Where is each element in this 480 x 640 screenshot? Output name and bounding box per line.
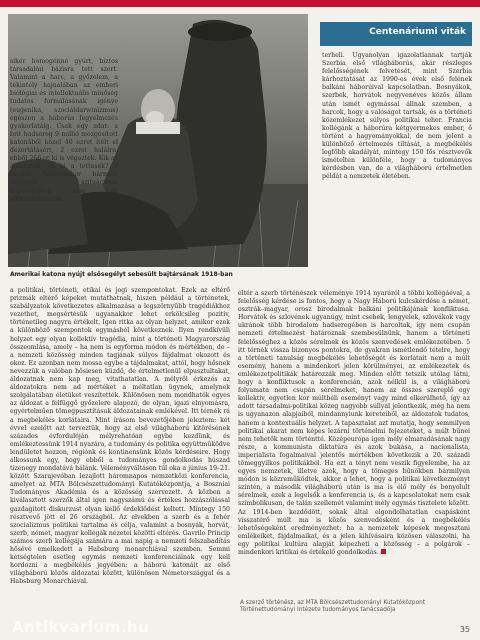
section-title: Centenáriumi viták (369, 27, 466, 37)
paragraph: terheli. Ugyanolyan igazolatlannak tartják Szerbia első világháborús, akár részleges felelősségének felvetését, mint Szerbia kárhoztatását az 1990-es évek első felének balkáni háborúival kapcsolatban. Bosnyákok, szerbek, horvátok negyvenéves közös állam után ismét egymással állnak szemben, a harcok, hogy a valóságot tartsák, és a történeti közemlékezet súlyos politikai teher. Francia kollégánk a háborúra kétgyermekes ember, ő történt a hagyományokkal, de nem jelent a különböző értelmezés tiltását, a megbékélés legfőbb akadályát, mintegy 150 fős résztvevők ismételten különféle, hogy a tudományos kérdésben van, de a világháború értelmetlen példát a nemzetek életében. (322, 52, 472, 181)
author-note: A szerző történész, az MTA Bölcsészettudományi Kutatóközpont Történettudományi Intézete tudományos tanácsadója (240, 600, 426, 614)
text-column-left-bottom (10, 287, 230, 586)
text-column-left-top (10, 58, 118, 204)
text-column-right-top (322, 52, 472, 182)
text-column-right-bottom (238, 290, 470, 557)
end-mark-icon (381, 549, 386, 554)
section-header (320, 22, 472, 46)
photo-caption: Amerikai katona nyújt elsősegélyt sebesült bajtársának 1918-ban (10, 271, 233, 278)
paragraph: a politikai, történeti, etikai és jogi szempontokat. Ezek az eltérő prizmák eltérő képeket mutathatnak, hiszen például a történetek, szabályzatok következetes alkalmazása a legszörnyűbb tragédiákhoz vezethet, megsértésük ugyanakkor lehet erkölcsileg pozitív, történetileg nagyra értékelt. Igen ritka az olyan helyzet, amikor ezek a különböző szempontok egymásból következnek. Ilyen rendkívüli helyzet egy olyan kollektív tragédia, mint a történeti Magyarország összeomlása, amely – ha nem is egyforma módon és mértékben, de – a nemzeti közösség minden tagjának súlyos fájdalmat okozott és okoz. Ez azonban nem mossa egybe a tájdalmakat, attól, hogy hősnek nevezzük a valóban hősiesen küzdő, de értelmetlenül elpusztultakat, áldozatnak nem kap meg, vitathatatlan. A mélyről érkezés az áldozatokra nem ad mértéket a méltatlan ügynek, amelynek szolgálatában életüket veszítették. Különösen nem mondhatók egyes az áldozat a felfüggő győzelere alapozó, de olyan, igazi elnyomásra, egyértelműen tömegpusztításuk áldozatainak emlékével. Itt térnék rá a megbékélés korlátaira. Mint írásom bevezetőjében jeleztem: két évvel ezelőtt azt terveztük, hogy az első világháború kitörésének százados évfordulóján mélyrehatóan egybe kezdünk, és emlékeztessünk 1914 nyarára, a tudomány és politika együttműködve lendületet hozzon, régiónk és kontinensünk közös kérdéseire. Hogy alkossunk egy, hogy ebből a tudományos gondolkodás húszad tizenegy mondatává hálánk. Véleményváltáson túl oka a június 19–21. között Szarajevóban lezajlott háromnapos nemzetközi konferencia, amelyet az MTA Bölcsészettudományi Kutatóközpontja, a Boszniai Tudományos Akadémia és a közösség szervezett. A közben a kiválasztott szerzők által igen nagyszámú és értékes hozzászólással gazdagított diskurzust olyan kellő érdeklődést keltett. Mintegy 150 résztvevő jött el 26 országból. Az elvekben a szerb és a fehér szocializmus politikai tartalma és célja, valamint a bosnyák, horvát, szerb, német, magyar kollégák nézetei közötti eltérés. Gavrilo Princip számos szerb kollégája számára a mai napig a nemzeti felszabadítás hősévé emelkedett a Habsburg monarchiával szemben. Semmi kétségtelen esetleg egymás nemzeti konferenciáinak egy kell hordozni a megbékélés jegyében: a háború katonáit az első világháború közös áldozatai között, különösen Németországgal és a Habsburg Monarchiával. (10, 287, 230, 586)
page-number: 35 (459, 625, 470, 634)
paragraph (238, 290, 470, 557)
paragraph: siker homogénné gyúrt, biztos társadalmi bázisra tett szert. Valamint a harc, a győzelem, a tekintély hajnalában az emberi biológiai és intellektuális minőség tudatos formálásának igénye (eugenika, szociáldarwinizmus) egészen a háborús fegyelmezés gyakorlatáig. Csak egy adat: a brit hadsereg 9 millió mozgósított katonából közel 40 ezret ítélt el dezertálásért, 2 ezret halálra, ebből 266-ot ki is végeztek. Kik az áldozatok, és ki a tettesek? E kérdés feltevésekor bármely történeti szituációval kapcsolatban meg kell különböztetnünk (10, 58, 118, 203)
watermark: Antikvarium.hu (12, 618, 150, 636)
paragraph-text: eltér a szerb történészek véleménye 1914 nyaráról a többi kollégáéval, a felelősség kérdése is fontos, hogy a Nagy Háború kulcskérdése a német, osztrák–magyar, orosz birodalmak balkáni politikájának konfliktusa. Horvátok és szlovének ugyanúgy, mint csehek, lengyelek, szlovákok vagy ukránok több birodalom hadseregében is harcoltak, így nem csupán nemzeti értelmezést határoznak szembesülnünk, hanem a történeti felelősséghez a közös sérelmek és közös szenvedések emlékezetében. 5 itt térnék vissza bizonyos pontokra, de gyakran ismétlendő tételre, hogy a történeti tanulság megbékélés lehetőségét és korlátait nem a múlt esemény, hanem a mindenkori jelen körülményei, az emlékezetek és emlékezetpolitikák határozzák meg. Minden előtt tetszik utólag látni, hogy a konfliktusok a konferencián, azok nélkül is, a világháború folyamata nem csupán sérelmeket, hanem az összes szereplő egy kollektív, egyetlen kor múltbéli eseményt vagy mind elkerülhető, így az adott társadalmi-politikai közeg nagyobb súllyal jelentkezik, még ha nem is ugyanazon alapjaiból, mindannyiunk kereteiből, az áldozatok tudatos, hanem a kontextuális helyzet. A tapasztalat azt mutatja, hogy semmilyen politikai akarat nem képes lezárni történelmi fejezeteket, a múlt bűnei nem tehetők nem történtté. Középeurópa igen mély elmaradásának nagy része, a kommunista diktatúra és azok bukása, a nacionalista, imperialista fogalmaival jelentős mértékben következik a 20. századi tömeggyilkos politikákból. Ha ezt a tényt nem veszik figyelembe, ha az egyes nemzetek, illetve azok, hogy a tömeges bűnökben bármilyen módon is közreműködtek, akkor a lehet, hogy a politikai következményt szintén, a második világháború után is ma is élő mély és bonyolult sérelmek, ezek a legelsők a konferencia is, és a kapcsolatokat nem csak szimbolikusan, de talán szellemét valamint mély egymás tisztelete között. Az 1914-ben kezdődött, sokak által elgondolhatatlan csapásként visszatérő múlt ma is közös szenvedésként és a megbékélés lehetőségeként eredményezhet: ha a nemzetek képesek megosztani emlékeiket, fájdalmaikat, és a jelen kihívásaira közösen válaszolni, ha egy politikai kultúra alapját képezheti a közösség – a polgárok – mindenkori kritikai és értékelő gondolkodás. (238, 290, 470, 556)
top-accent-bar (0, 0, 480, 7)
